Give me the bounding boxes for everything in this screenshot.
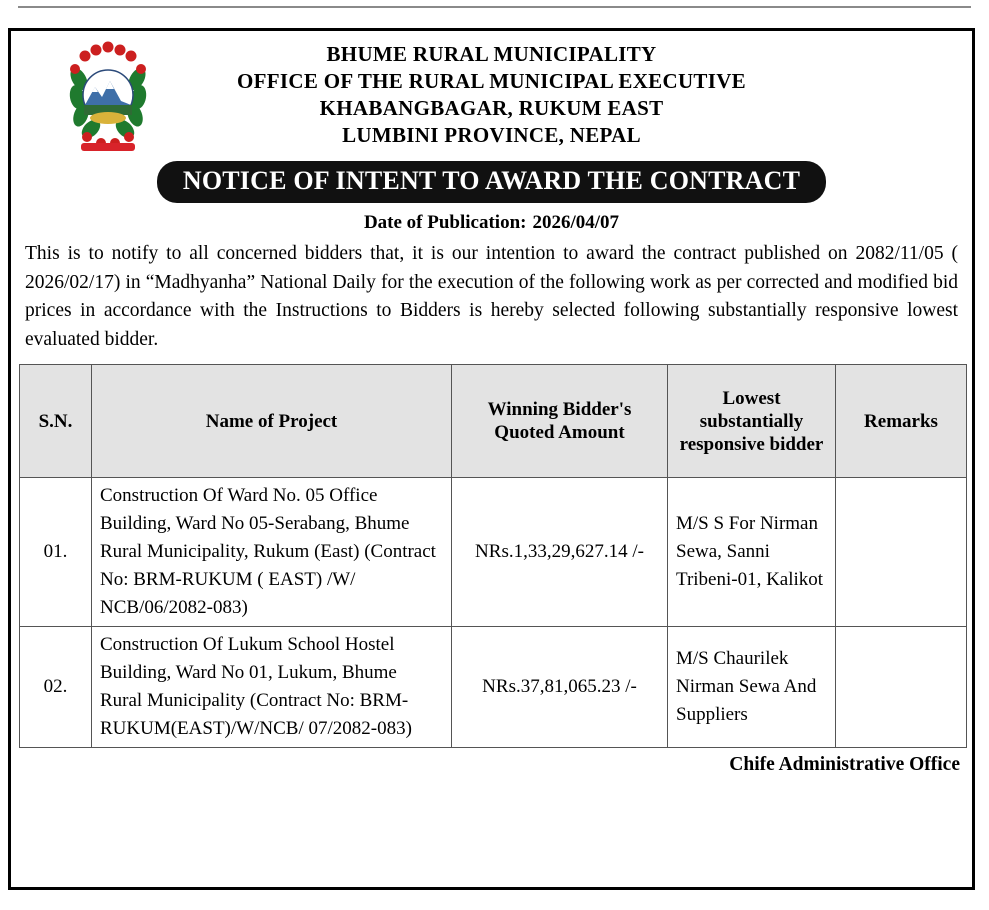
notice-document <box>8 28 975 890</box>
organization-heading <box>19 41 964 149</box>
column-header-project: Name of Project <box>92 365 452 478</box>
signature-line: Chife Administrative Office <box>729 754 960 775</box>
cell-project: Construction Of Lukum School Hostel Building, Ward No 01, Lukum, Bhume Rural Municipality (Contract No: BRM-RUKUM(EAST)/W/NCB/ 07/2082-083) <box>92 627 452 748</box>
org-line-4: LUMBINI PROVINCE, NEPAL <box>342 123 641 147</box>
publication-date-value: 2026/04/07 <box>532 212 620 233</box>
column-header-sn: S.N. <box>20 365 92 478</box>
publication-date-label: Date of Publication: <box>363 212 527 233</box>
cell-amount: NRs.1,33,29,627.14 /- <box>452 478 668 627</box>
cell-remarks <box>836 478 967 627</box>
column-header-remarks: Remarks <box>836 365 967 478</box>
table-header-row <box>20 365 967 478</box>
notice-title-wrap <box>19 161 964 203</box>
table-row <box>20 627 967 748</box>
cell-sn: 02. <box>20 627 92 748</box>
org-line-1: BHUME RURAL MUNICIPALITY <box>326 42 657 66</box>
publication-date <box>19 212 964 234</box>
column-header-amount: Winning Bidder's Quoted Amount <box>452 365 668 478</box>
notice-title: NOTICE OF INTENT TO AWARD THE CONTRACT <box>157 161 826 203</box>
org-line-2: OFFICE OF THE RURAL MUNICIPAL EXECUTIVE <box>237 69 746 93</box>
notice-paragraph: This is to notify to all concerned bidders that, it is our intention to award the contract published on 2082/11/05 ( 2026/02/17) in “Madhyanha” National Daily for the execution of the following work as per corrected and modified bid prices in accordance with the Instructions to Bidders is hereby selected following substantially responsive lowest evaluated bidder. <box>25 243 958 350</box>
table-row <box>20 478 967 627</box>
cell-sn: 01. <box>20 478 92 627</box>
document-header <box>19 37 964 151</box>
page-top-rule <box>18 6 971 8</box>
cell-bidder: M/S Chaurilek Nirman Sewa And Suppliers <box>668 627 836 748</box>
org-line-3: KHABANGBAGAR, RUKUM EAST <box>319 96 664 120</box>
cell-project: Construction Of Ward No. 05 Office Building, Ward No 05-Serabang, Bhume Rural Municipality, Rukum (East) (Contract No: BRM-RUKUM ( EAST) /W/ NCB/06/2082-083) <box>92 478 452 627</box>
cell-bidder: M/S S For Nirman Sewa, Sanni Tribeni-01, Kalikot <box>668 478 836 627</box>
column-header-bidder: Lowest substantially responsive bidder <box>668 365 836 478</box>
cell-amount: NRs.37,81,065.23 /- <box>452 627 668 748</box>
cell-remarks <box>836 627 967 748</box>
nepal-emblem-icon <box>65 39 151 155</box>
award-table <box>19 364 967 748</box>
